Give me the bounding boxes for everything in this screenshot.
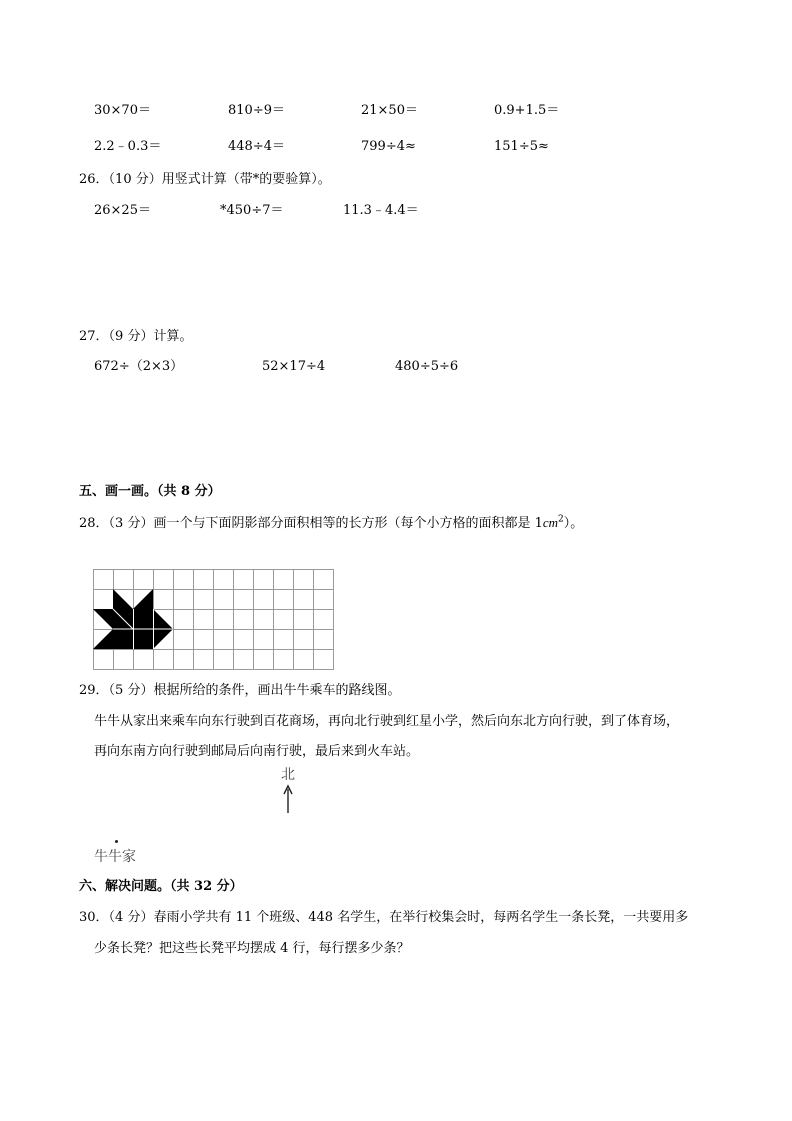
q26-title: 26．（10 分）用竖式计算（带*的要验算）。 [79,172,331,187]
q28-title-suffix: ）。 [563,516,584,531]
q27-item-2: 52×17÷4 [262,359,326,374]
q28-unit-exponent: 2 [558,514,564,525]
q29-title: 29．（5 分）根据所给的条件，画出牛牛乘车的路线图。 [79,683,401,698]
home-label: 牛牛家 [94,849,136,865]
q30-line-1: 30．（4 分）春雨小学共有 11 个班级、448 名学生，在举行校集会时，每两名学生一条长凳，一共要用多 [79,910,689,925]
q29-line-2: 再向东南方向行驶到邮局后向南行驶，最后来到火车站。 [94,744,420,759]
q27-item-3: 480÷5÷6 [395,359,459,374]
q27-item-1: 672÷（2×3） [94,359,184,374]
q28-title [79,515,583,532]
q28-title-prefix: 28．（3 分）画一个与下面阴影部分面积相等的长方形（每个小方格的面积都是 1 [79,516,543,531]
q25-row2-item-3: 799÷4≈ [361,139,416,154]
north-arrow-icon [277,767,301,815]
q25-row1-item-2: 810÷9＝ [228,103,285,118]
q28-unit: cm [542,515,559,530]
north-label: 北 [281,767,295,783]
q26-item-2: *450÷7＝ [220,203,284,218]
q25-row2-item-4: 151÷5≈ [494,139,549,154]
q26-item-3: 11.3﹣4.4＝ [343,203,419,218]
section-6-title: 六、解决问题。（共 32 分） [79,879,243,894]
home-point [115,840,118,843]
q25-row2-item-1: 2.2﹣0.3＝ [94,139,162,154]
q25-row1-item-3: 21×50＝ [361,103,418,118]
q25-row2-item-2: 448÷4＝ [228,139,285,154]
q25-row1-item-4: 0.9+1.5＝ [494,103,560,118]
section-5-title: 五、画一画。（共 8 分） [79,484,221,499]
q26-item-1: 26×25＝ [94,203,151,218]
area-grid-figure [93,569,335,671]
q27-title: 27．（9 分）计算。 [79,329,193,344]
q25-row1-item-1: 30×70＝ [94,103,151,118]
q30-line-2: 少条长凳？把这些长凳平均摆成 4 行，每行摆多少条？ [94,941,410,956]
q29-line-1: 牛牛从家出来乘车向东行驶到百花商场，再向北行驶到红星小学，然后向东北方向行驶，到了体育场， [94,714,680,729]
